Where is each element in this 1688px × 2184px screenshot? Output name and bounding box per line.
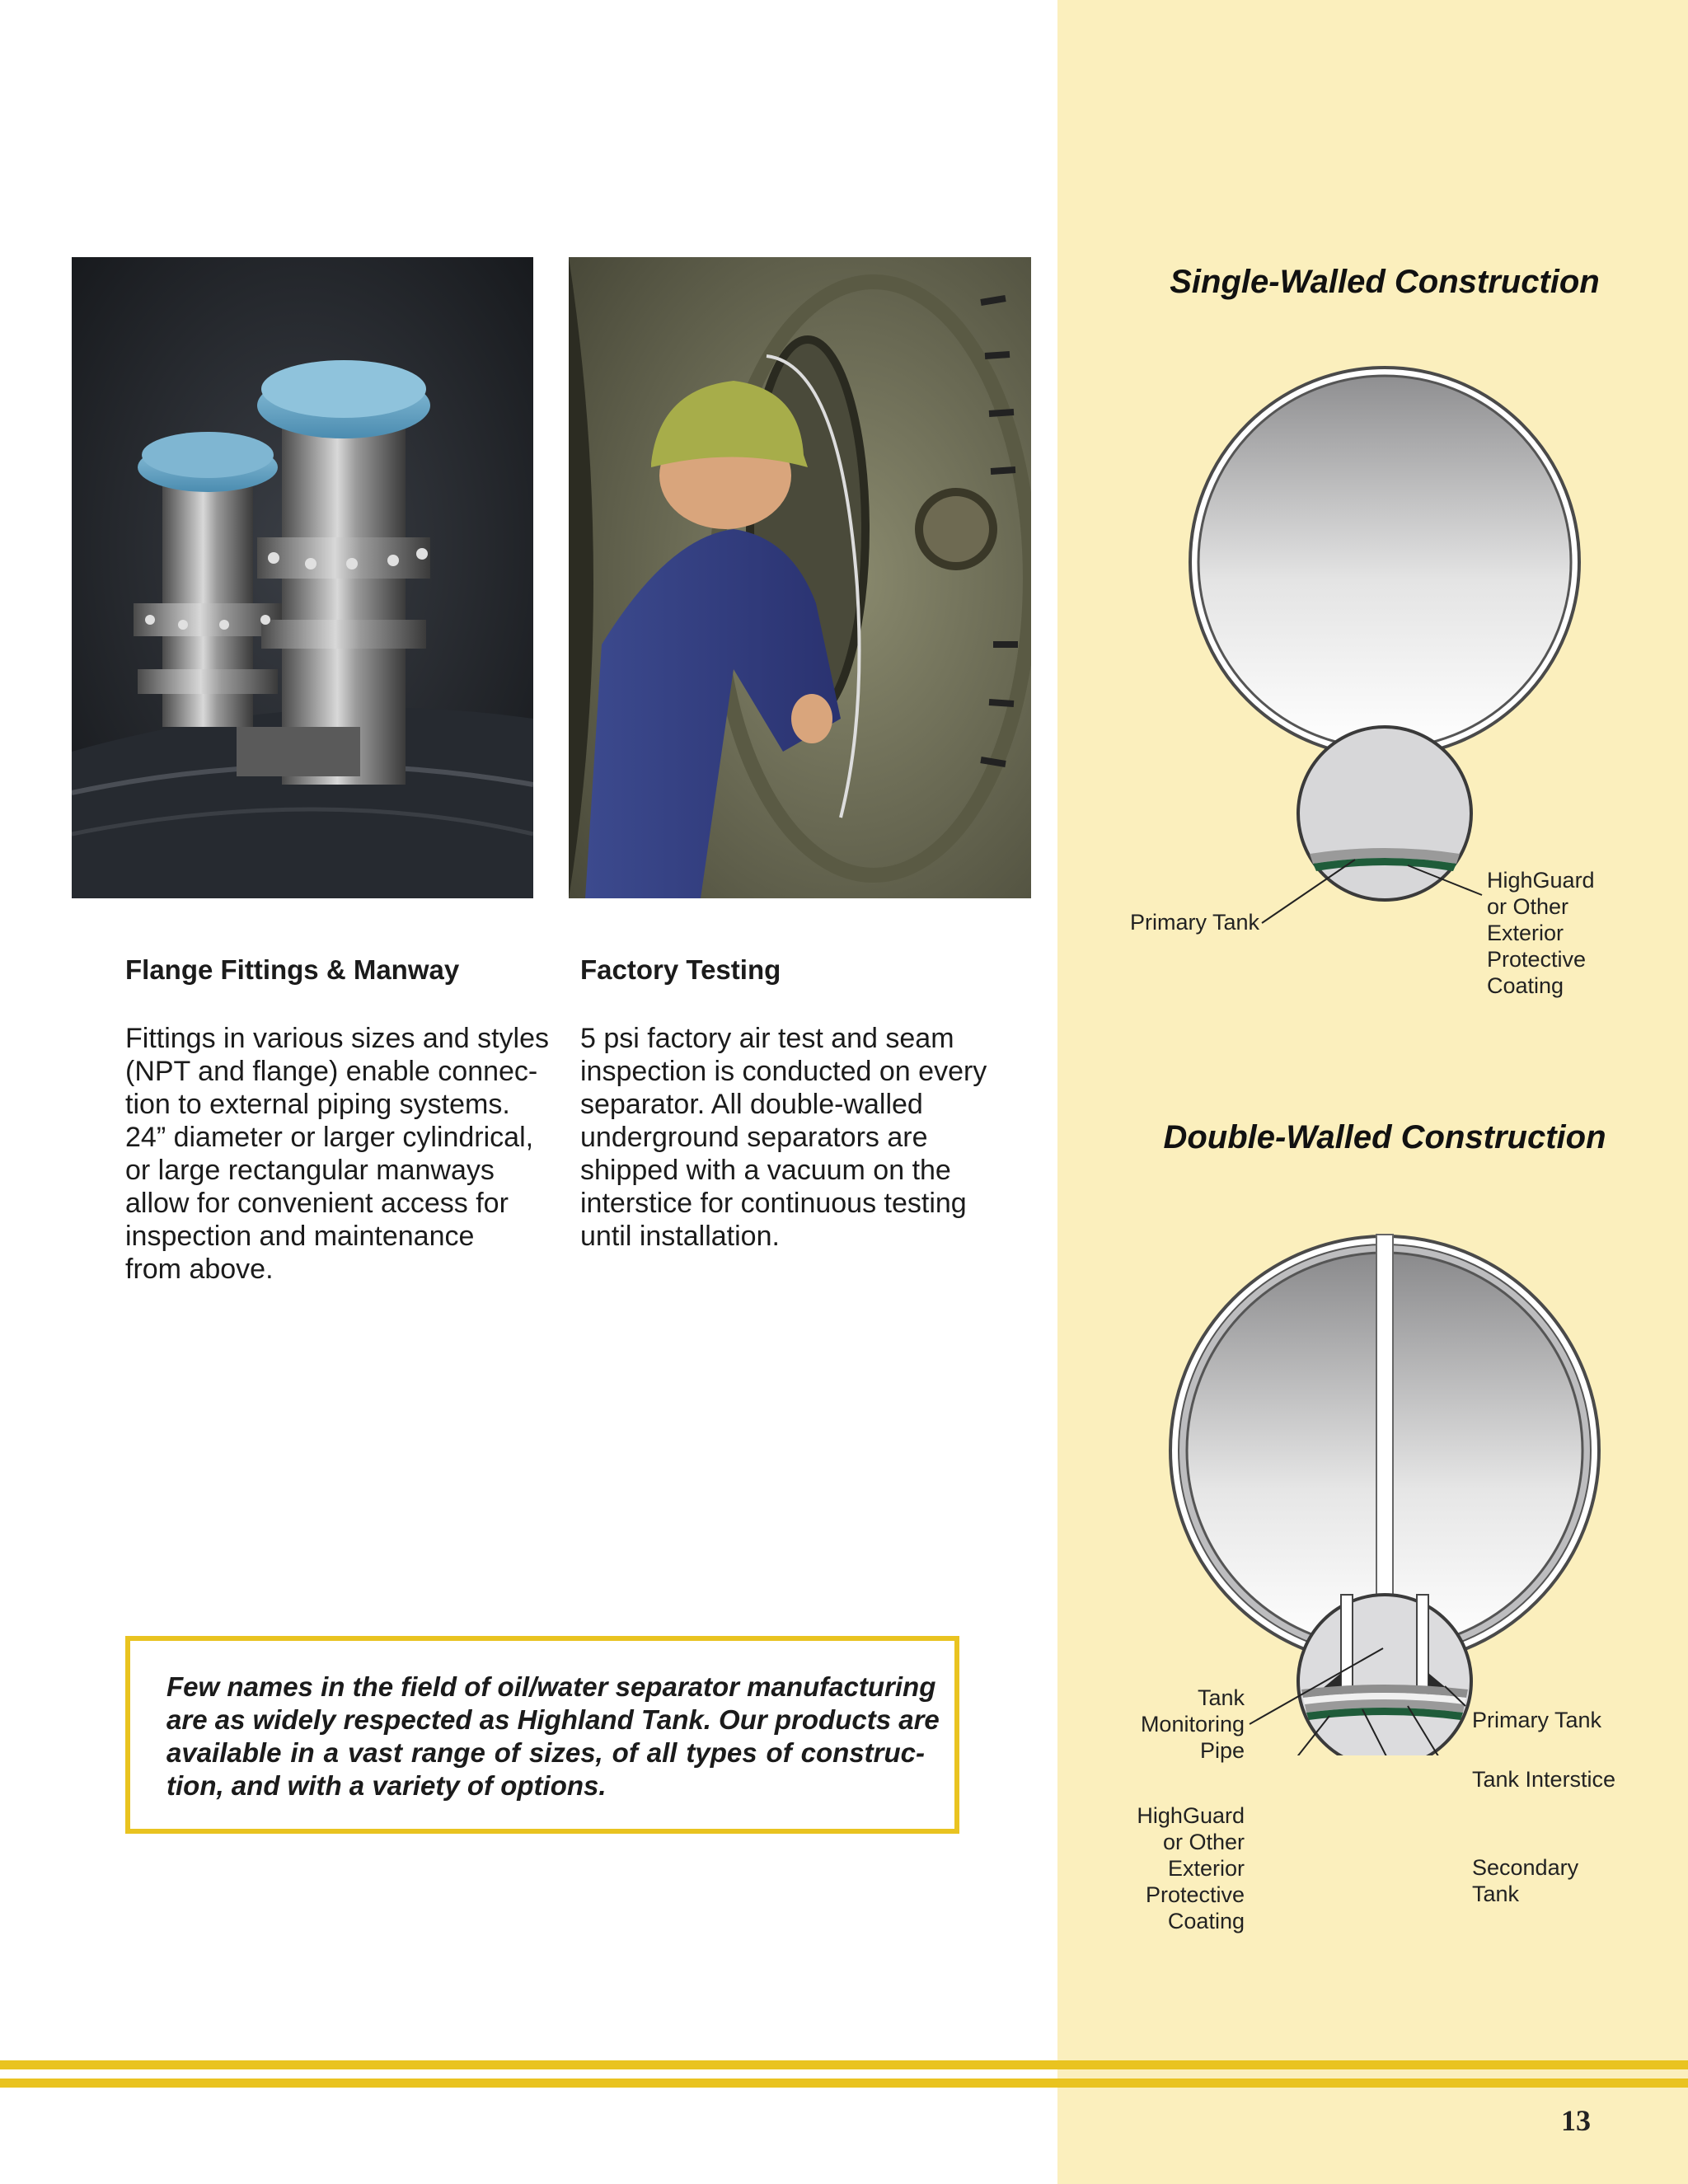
single-wall-label-primary-tank: Primary Tank xyxy=(1130,910,1260,935)
single-wall-detail-circle xyxy=(1298,727,1471,900)
flange-fittings-photo xyxy=(72,257,533,898)
double-wall-label-interstice: Tank Interstice xyxy=(1472,1767,1616,1792)
flange-fittings-heading: Flange Fittings & Manway xyxy=(125,954,460,985)
double-wall-label-secondary-tank: Secondary Tank xyxy=(1472,1855,1579,1906)
double-wall-diagram xyxy=(1057,1228,1688,1755)
callout-box xyxy=(125,1636,959,1834)
single-wall-label-coating: HighGuard or Other Exterior Protective Coating xyxy=(1487,868,1595,998)
factory-testing-heading: Factory Testing xyxy=(580,954,781,985)
double-wall-label-coating: HighGuard or Other Exterior Protective Coating xyxy=(1137,1803,1245,1933)
double-wall-label-primary-tank: Primary Tank xyxy=(1472,1708,1602,1732)
single-wall-diagram xyxy=(1057,363,1688,940)
monitoring-pipe xyxy=(1376,1235,1393,1622)
double-wall-label-monitoring-pipe: Tank Monitoring Pipe xyxy=(1140,1685,1245,1763)
single-wall-title: Single-Walled Construction xyxy=(1170,264,1600,300)
footer-rule-bottom xyxy=(0,2079,1688,2088)
factory-testing-text: 5 psi factory air test and seam inspection is conducted on every separator. All double-walled underground separators are shipped with a vacuum on the interstice for continuous testing until installation. xyxy=(580,1023,987,1252)
page-number: 13 xyxy=(1561,2104,1591,2137)
single-wall-primary-tank xyxy=(1198,376,1571,748)
double-wall-detail-circle xyxy=(1298,1595,1471,1755)
double-wall-title: Double-Walled Construction xyxy=(1163,1119,1606,1155)
flange-fittings-text: Fittings in various sizes and styles (NPT and flange) enable connec- tion to external piping systems. 24” diameter or larger cylindrical, or large rectangular manways allow for convenient access for inspection and maintenance from above. xyxy=(125,1023,549,1285)
footer-rule-top xyxy=(0,2060,1688,2069)
callout-text: Few names in the field of oil/water separator manufacturing are as widely respected as Highland Tank. Our products are available in a vast range of sizes, of all types of construc- tion, and with a variety of options. xyxy=(166,1671,940,1801)
factory-testing-photo xyxy=(569,257,1031,898)
